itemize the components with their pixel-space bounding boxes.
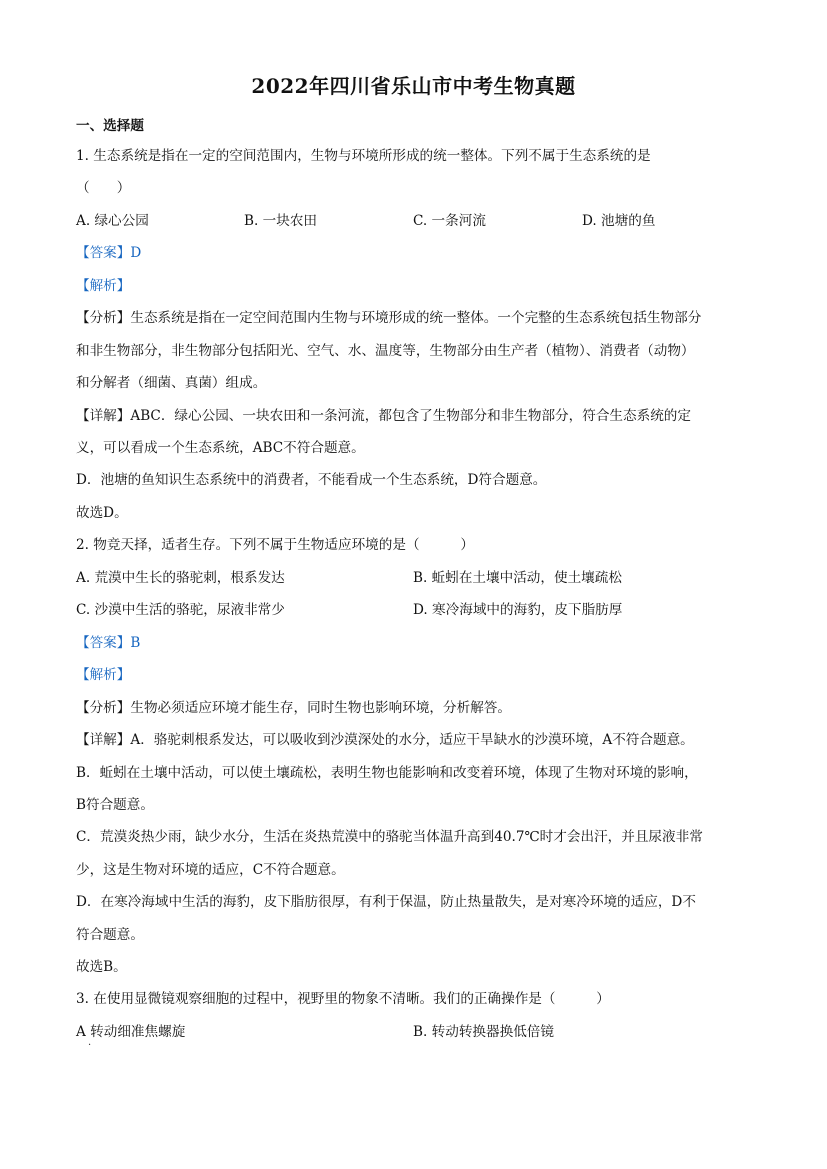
q1-stem: 1. 生态系统是指在一定的空间范围内，生物与环境所形成的统一整体。下列不属于生态系统的是 [76, 148, 651, 164]
q2-detail-line: 故选B。 [76, 959, 127, 975]
q2-answer: 【答案】B [76, 635, 141, 651]
q1-option-d: D. 池塘的鱼 [582, 213, 656, 229]
q1-detail-line: D．池塘的鱼知识生态系统中的消费者，不能看成一个生态系统，D符合题意。 [76, 472, 547, 488]
q2-detail-line: C．荒漠炎热少雨，缺少水分，生活在炎热荒漠中的骆驼当体温升高到40.7℃时才会出汗，并且尿液非常 [76, 829, 703, 845]
q2-detail-line: 【详解】A．骆驼刺根系发达，可以吸收到沙漠深处的水分，适应干旱缺水的沙漠环境，A不符合题意。 [76, 732, 694, 748]
q2-detail-line: D．在寒冷海域中生活的海豹，皮下脂肪很厚，有利于保温，防止热量散失，是对寒冷环境的适应，D不 [76, 894, 696, 910]
q1-detail-line: 故选D。 [76, 505, 128, 521]
q1-paren: （ ） [76, 180, 131, 196]
q1-detail-line: 义，可以看成一个生态系统，ABC不符合题意。 [76, 440, 365, 456]
q2-detail-line: 少，这是生物对环境的适应，C不符合题意。 [76, 862, 345, 878]
q1-detail-line: 【详解】ABC．绿心公园、一块农田和一条河流，都包含了生物部分和非生物部分，符合生态系统的定 [76, 408, 691, 424]
q3-option-b: B. 转动转换器换低倍镜 [413, 1024, 554, 1040]
page-title: 2022年四川省乐山市中考生物真题 [251, 74, 576, 98]
stray-mark: · [88, 1040, 92, 1051]
q2-option-b: B. 蚯蚓在土壤中活动，使土壤疏松 [413, 570, 622, 586]
q1-option-a: A. 绿心公园 [76, 213, 149, 229]
q1-analysis-line: 和非生物部分，非生物部分包括阳光、空气、水、温度等，生物部分由生产者（植物）、消费者（动物） [76, 343, 695, 359]
section-heading: 一、选择题 [76, 118, 144, 134]
q1-answer: 【答案】D [76, 245, 142, 261]
q1-jiexi-label: 【解析】 [76, 278, 131, 294]
q3-stem: 3. 在使用显微镜观察细胞的过程中，视野里的物象不清晰。我们的正确操作是（ ） [76, 991, 610, 1007]
q1-option-b: B. 一块农田 [244, 213, 318, 229]
q2-option-c: C. 沙漠中生活的骆驼，尿液非常少 [76, 602, 285, 618]
q2-option-d: D. 寒冷海域中的海豹，皮下脂肪厚 [413, 602, 623, 618]
q1-analysis-line: 和分解者（细菌、真菌）组成。 [76, 375, 267, 391]
q1-analysis-line: 【分析】生态系统是指在一定空间范围内生物与环境形成的统一整体。一个完整的生态系统包括生物部分 [76, 310, 702, 326]
q2-jiexi-label: 【解析】 [76, 667, 131, 683]
q3-option-a: A 转动细准焦螺旋 [76, 1024, 186, 1040]
q2-detail-line: B符合题意。 [76, 797, 154, 813]
q2-analysis: 【分析】生物必须适应环境才能生存，同时生物也影响环境，分析解答。 [76, 700, 511, 716]
q2-detail-line: 符合题意。 [76, 927, 144, 943]
q1-option-c: C. 一条河流 [413, 213, 486, 229]
q2-detail-line: B．蚯蚓在土壤中活动，可以使土壤疏松，表明生物也能影响和改变着环境，体现了生物对环境的影响， [76, 765, 698, 781]
q2-option-a: A. 荒漠中生长的骆驼刺，根系发达 [76, 570, 285, 586]
q2-stem: 2. 物竞天择，适者生存。下列不属于生物适应环境的是（ ） [76, 537, 474, 553]
